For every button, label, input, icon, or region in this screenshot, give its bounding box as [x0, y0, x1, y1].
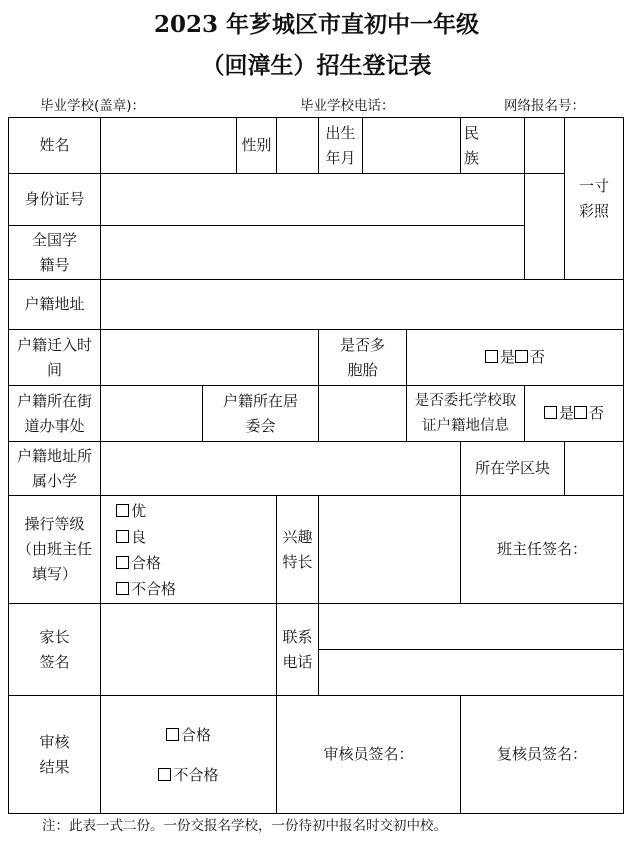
row-hukou-move	[9, 330, 624, 386]
multiple-birth-options[interactable]: 是 否	[407, 330, 624, 386]
parent-sign-label: 家长 签名	[9, 604, 101, 696]
residents-committee-label: 户籍所在居 委会	[203, 386, 319, 442]
entrust-label: 是否委托学校取 证户籍地信息	[407, 386, 525, 442]
checkbox-icon[interactable]	[515, 350, 528, 363]
street-office-field[interactable]	[101, 386, 203, 442]
school-phone-label: 毕业学校电话：	[300, 98, 395, 114]
checkbox-icon[interactable]	[574, 406, 587, 419]
primary-school-label: 户籍地址所 属小学	[9, 442, 101, 496]
checkbox-icon[interactable]	[116, 504, 129, 517]
id-number-label: 身份证号	[9, 174, 101, 226]
district-block-field[interactable]	[565, 442, 624, 496]
review-options[interactable]: 合格 不合格	[101, 696, 277, 814]
ethnic-field[interactable]	[525, 118, 565, 174]
row-primary-school	[9, 442, 624, 496]
interest-field[interactable]	[319, 496, 461, 604]
gender-field[interactable]	[277, 118, 319, 174]
hukou-address-label: 户籍地址	[9, 280, 101, 330]
row-hukou-address	[9, 280, 624, 330]
reviewer-signature[interactable]: 审核员签名：	[277, 696, 461, 814]
interest-label: 兴趣 特长	[277, 496, 319, 604]
student-number-field[interactable]	[101, 226, 525, 280]
checkbox-icon[interactable]	[166, 728, 179, 741]
row-basic-info	[9, 118, 624, 174]
row-parent	[9, 604, 624, 650]
ethnic-label: 民 族	[461, 118, 525, 174]
name-field[interactable]	[101, 118, 237, 174]
conduct-label: 操行等级 （由班主任 填写）	[9, 496, 101, 604]
photo-label-line1: 一寸	[578, 176, 609, 195]
street-office-label: 户籍所在街 道办事处	[9, 386, 101, 442]
contact-phone-field-2[interactable]	[319, 650, 624, 696]
contact-phone-label: 联系 电话	[277, 604, 319, 696]
checkbox-icon[interactable]	[485, 350, 498, 363]
gender-label: 性别	[237, 118, 277, 174]
birth-field[interactable]	[363, 118, 461, 174]
primary-school-field[interactable]	[101, 442, 461, 496]
review-result-label: 审核 结果	[9, 696, 101, 814]
checkbox-icon[interactable]	[116, 530, 129, 543]
row-street-office	[9, 386, 624, 442]
form-title-line2: （回漳生）招生登记表	[201, 52, 432, 79]
parent-sign-field[interactable]	[101, 604, 277, 696]
photo-box[interactable]	[565, 118, 624, 280]
birth-label: 出生 年月	[319, 118, 363, 174]
conduct-options[interactable]: 优 良 合格 不合格	[101, 496, 277, 604]
row-student-number	[9, 226, 624, 280]
hukou-move-field[interactable]	[101, 330, 319, 386]
row-review	[9, 696, 624, 814]
checkbox-icon[interactable]	[544, 406, 557, 419]
id-number-field[interactable]	[101, 174, 525, 226]
checkbox-icon[interactable]	[116, 582, 129, 595]
hukou-address-field[interactable]	[101, 280, 624, 330]
district-block-label: 所在学区块	[461, 442, 565, 496]
entrust-options[interactable]: 是 否	[525, 386, 624, 442]
row-conduct	[9, 496, 624, 604]
footnote: 注：此表一式二份。一份交报名学校，一份待初中报名时交初中校。	[42, 818, 447, 834]
online-number-label: 网络报名号：	[504, 98, 585, 114]
rechecker-signature[interactable]: 复核员签名：	[461, 696, 624, 814]
student-number-label: 全国学 籍号	[9, 226, 101, 280]
multiple-birth-label: 是否多 胞胎	[319, 330, 407, 386]
teacher-signature[interactable]: 班主任签名：	[461, 496, 624, 604]
checkbox-icon[interactable]	[158, 768, 171, 781]
residents-committee-field[interactable]	[319, 386, 407, 442]
registration-table	[8, 117, 624, 814]
school-seal-label: 毕业学校(盖章)：	[40, 98, 146, 114]
checkbox-icon[interactable]	[116, 556, 129, 569]
photo-label-line2: 彩照	[578, 201, 609, 220]
form-title-line1: 2023 年芗城区市直初中一年级	[153, 11, 480, 38]
contact-phone-field-1[interactable]	[319, 604, 624, 650]
name-label: 姓名	[9, 118, 101, 174]
row-id-number	[9, 174, 624, 226]
hukou-move-label: 户籍迁入时 间	[9, 330, 101, 386]
